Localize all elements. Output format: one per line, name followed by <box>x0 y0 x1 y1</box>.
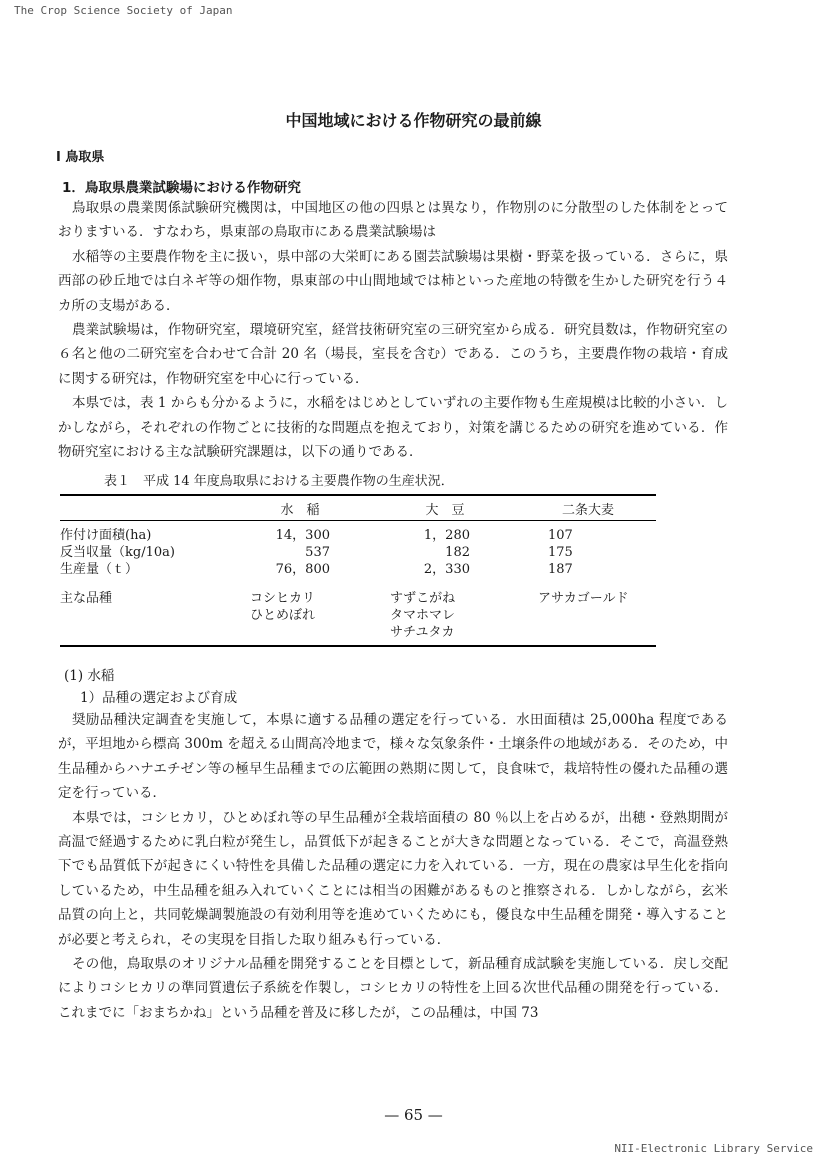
row-label: 主な品種 <box>60 590 113 606</box>
table-row <box>60 561 656 578</box>
article-title: 中国地域における作物研究の最前線 <box>285 111 542 130</box>
paragraph: 本県では，コシヒカリ，ひとめぼれ等の早生品種が全栽培面積の 80 ％以上を占めるが，出穂・登熟期間が高温で経過するために乳白粒が発生し，品質低下が起きることが大きな問題となっている．そこで，高温登熟下でも品質低下が起きにくい特性を具備した品種の選定に力を入れている．一方，現在の農家は早生化を指向しているため，中生品種を組み入れていくことには相当の困難があるものと推察される．しかしながら，玄米品質の向上と，共同乾燥調製施設の有効利用等を進めていくためにも，優良な中生品種を開発・導入することが必要と考えられ，その実現を目指した取り組みも行っている． <box>58 809 728 948</box>
table-cell: 175 <box>548 544 573 560</box>
paragraph: 鳥取県の農業関係試験研究機関は，中国地区の他の四県とは異なり，作物別のに分散型のした体制をとっておりますいる．すなわち，県東部の鳥取市にある農業試験場は <box>58 200 728 241</box>
production-table <box>60 494 656 647</box>
intro-text <box>58 196 728 464</box>
table-caption: 表１ 平成 14 年度鳥取県における主要農作物の生産状況． <box>104 474 454 489</box>
variety-name: コシヒカリ <box>250 590 316 606</box>
rice-heading: (1) 水稲 <box>64 668 115 684</box>
table-cell: 187 <box>548 561 573 577</box>
section-heading: I 鳥取県 <box>56 150 105 165</box>
paragraph: 農業試験場は，作物研究室，環境研究室，経営技術研究室の三研究室から成る．研究員数は，作物研究室の６名と他の二研究室を合わせて合計 20 名（場長，室長を含む）である．このうち，主要農作物の栽培・育成に関する研究は，作物研究室を中心に行っている． <box>58 322 728 387</box>
table-cell: 537 <box>305 544 330 560</box>
variety-name: サチユタカ <box>390 624 455 640</box>
table-row <box>60 624 656 646</box>
table-header-soybean: 大 豆 <box>370 495 520 521</box>
journal-header: The Crop Science Society of Japan <box>14 4 233 17</box>
library-footer: NII-Electronic Library Service <box>614 1142 813 1155</box>
page-number: — 65 — <box>384 1106 443 1124</box>
table-header-barley: 二条大麦 <box>520 495 656 521</box>
rice-subheading: 1）品種の選定および育成 <box>80 690 238 706</box>
paragraph: 奨励品種決定調査を実施して，本県に適する品種の選定を行っている．水田面積は 25,000ha 程度であるが，平坦地から標高 300m を超える山間高冷地まで，様々な気象条件・土壌条件の地域がある．そのため，中生品種からハナエチゼン等の極早生品種までの広範囲の熟期に関して，良食味で，栽培特性の優れた品種の選定を行っている． <box>58 712 728 802</box>
paragraph: 本県では，表 1 からも分かるように，水稲をはじめとしていずれの主要作物も生産規模は比較的小さい．しかしながら，それぞれの作物ごとに技術的な問題点を抱えており，対策を講じるための研究を進めている．作物研究室における主な試験研究課題は，以下の通りである． <box>58 395 728 461</box>
paragraph: 水稲等の主要農作物を主に扱い，県中部の大栄町にある園芸試験場は果樹・野菜を扱っている．さらに，県西部の砂丘地では白ネギ等の畑作物，県東部の中山間地域では柿といった産地の特徴を生かした研究を行う４カ所の支場がある． <box>58 248 728 314</box>
table-header-rice: 水 稲 <box>230 495 370 521</box>
table-row <box>60 544 656 561</box>
table-row <box>60 607 656 624</box>
table-cell: 107 <box>548 527 573 543</box>
rice-text <box>58 708 728 1025</box>
row-label: 作付け面積(ha) <box>60 527 152 543</box>
table-row <box>60 590 656 607</box>
variety-name: アサカゴールド <box>538 590 629 606</box>
table-cell: 1，280 <box>423 527 470 543</box>
variety-name: すずこがね <box>390 590 456 606</box>
table-cell: 76，800 <box>275 561 330 577</box>
row-label: 生産量（ｔ） <box>60 561 139 577</box>
variety-name: ひとめぼれ <box>250 607 316 623</box>
row-label: 反当収量（kg/10a) <box>60 544 175 560</box>
paragraph: その他，鳥取県のオリジナル品種を開発することを目標として，新品種育成試験を実施している．戻し交配によりコシヒカリの準同質遺伝子系統を作製し，コシヒカリの特性を上回る次世代品種の開発を行っている．これまでに「おまちかね」という品種を普及に移したが，この品種は，中国 73 <box>58 956 728 1021</box>
variety-name: タマホマレ <box>390 607 456 623</box>
table-row <box>60 527 656 544</box>
table-cell: 2，330 <box>423 561 470 577</box>
table-header-blank <box>60 495 230 521</box>
subsection-heading: 1．鳥取県農業試験場における作物研究 <box>62 180 301 196</box>
table-cell: 182 <box>445 544 470 560</box>
table-cell: 14，300 <box>275 527 330 543</box>
